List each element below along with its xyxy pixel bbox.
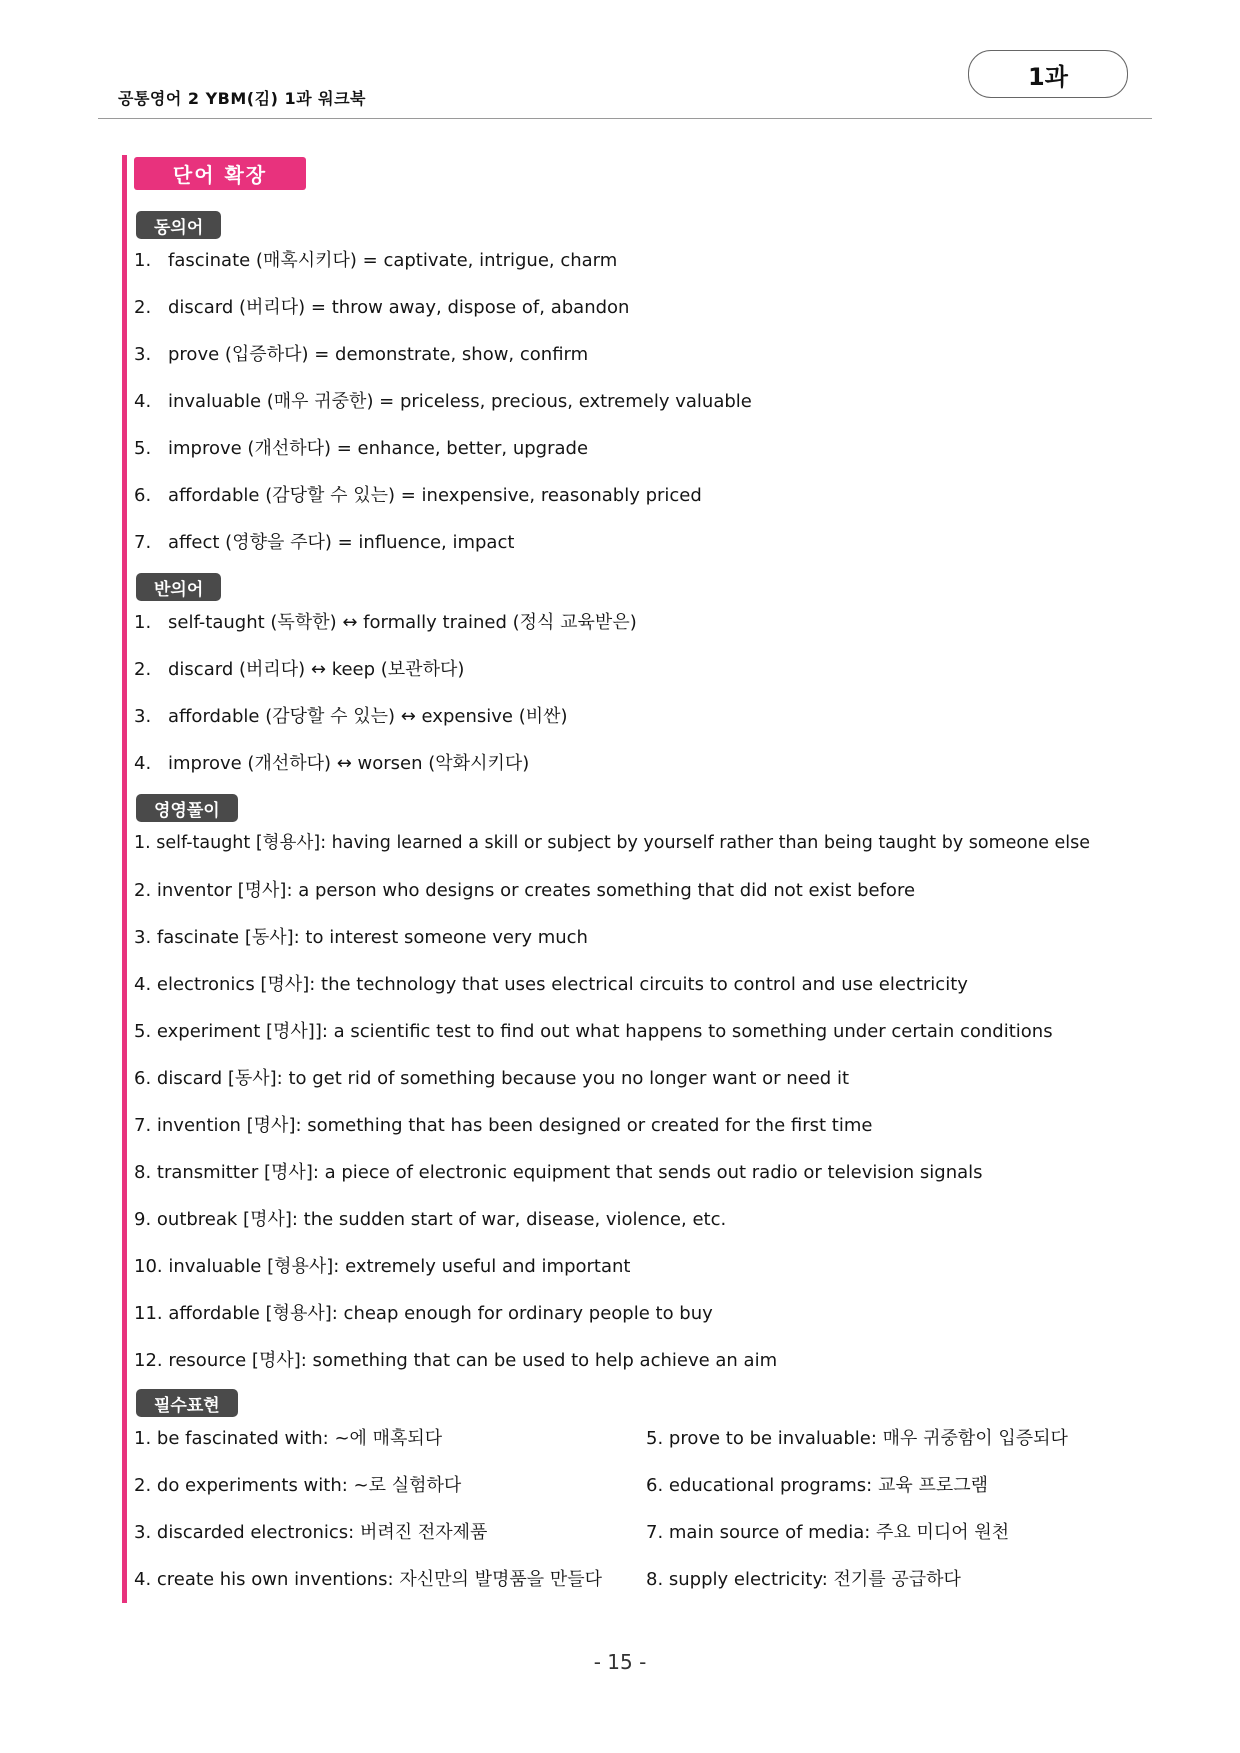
expression-item-6: 6. educational programs: 교육 프로그램	[646, 1475, 989, 1496]
synonyms-tag: 동의어	[136, 211, 221, 239]
expression-item-4: 4. create his own inventions: 자신만의 발명품을 만들다	[134, 1569, 603, 1590]
synonym-item-6: 6. affordable (감당할 수 있는) = inexpensive, reasonably priced	[134, 485, 702, 506]
definition-item-12: 12. resource [명사]: something that can be used to help achieve an aim	[134, 1350, 778, 1371]
antonym-item-3: 3. affordable (감당할 수 있는) ↔ expensive (비싼)	[134, 706, 568, 727]
definition-item-11: 11. affordable [형용사]: cheap enough for ordinary people to buy	[134, 1303, 713, 1324]
synonym-item-3: 3. prove (입증하다) = demonstrate, show, confirm	[134, 344, 589, 365]
expressions-tag: 필수표현	[136, 1389, 238, 1417]
definitions-tag: 영영풀이	[136, 794, 238, 822]
synonym-item-5: 5. improve (개선하다) = enhance, better, upgrade	[134, 438, 589, 459]
definition-item-9: 9. outbreak [명사]: the sudden start of war, disease, violence, etc.	[134, 1209, 727, 1230]
synonym-item-4: 4. invaluable (매우 귀중한) = priceless, precious, extremely valuable	[134, 391, 752, 412]
workbook-title: 공통영어 2 YBM(김) 1과 워크북	[118, 89, 366, 108]
synonym-item-2: 2. discard (버리다) = throw away, dispose of, abandon	[134, 297, 630, 318]
synonym-item-7: 7. affect (영향을 주다) = influence, impact	[134, 532, 515, 553]
definition-item-8: 8. transmitter [명사]: a piece of electronic equipment that sends out radio or television signals	[134, 1162, 983, 1183]
definition-item-7: 7. invention [명사]: something that has been designed or created for the first time	[134, 1115, 873, 1136]
synonym-item-1: 1. fascinate (매혹시키다) = captivate, intrigue, charm	[134, 250, 618, 271]
antonym-item-2: 2. discard (버리다) ↔ keep (보관하다)	[134, 659, 465, 680]
expression-item-2: 2. do experiments with: ~로 실험하다	[134, 1475, 462, 1496]
expression-item-3: 3. discarded electronics: 버려진 전자제품	[134, 1522, 488, 1543]
expression-item-5: 5. prove to be invaluable: 매우 귀중함이 입증되다	[646, 1428, 1068, 1449]
header-divider	[98, 118, 1152, 119]
lesson-badge: 1과	[968, 50, 1128, 98]
definition-item-1: 1. self-taught [형용사]: having learned a skill or subject by yourself rather than being taught by someone else	[134, 833, 1091, 853]
expression-item-8: 8. supply electricity: 전기를 공급하다	[646, 1569, 961, 1590]
definition-item-5: 5. experiment [명사]]: a scientific test to find out what happens to something under certain conditions	[134, 1021, 1053, 1042]
section-accent-bar	[122, 155, 127, 1603]
definition-item-3: 3. fascinate [동사]: to interest someone very much	[134, 927, 588, 948]
definition-item-4: 4. electronics [명사]: the technology that uses electrical circuits to control and use electricity	[134, 974, 968, 995]
expression-item-7: 7. main source of media: 주요 미디어 원천	[646, 1522, 1010, 1543]
antonym-item-4: 4. improve (개선하다) ↔ worsen (악화시키다)	[134, 753, 530, 774]
definition-item-10: 10. invaluable [형용사]: extremely useful and important	[134, 1256, 631, 1277]
definition-item-6: 6. discard [동사]: to get rid of something because you no longer want or need it	[134, 1068, 850, 1089]
expression-item-1: 1. be fascinated with: ~에 매혹되다	[134, 1428, 443, 1449]
section-title-banner: 단어 확장	[134, 157, 306, 190]
antonyms-tag: 반의어	[136, 573, 221, 601]
definition-item-2: 2. inventor [명사]: a person who designs or creates something that did not exist before	[134, 880, 916, 901]
antonym-item-1: 1. self-taught (독학한) ↔ formally trained (정식 교육받은)	[134, 612, 637, 633]
page-number: - 15 -	[593, 1650, 647, 1674]
